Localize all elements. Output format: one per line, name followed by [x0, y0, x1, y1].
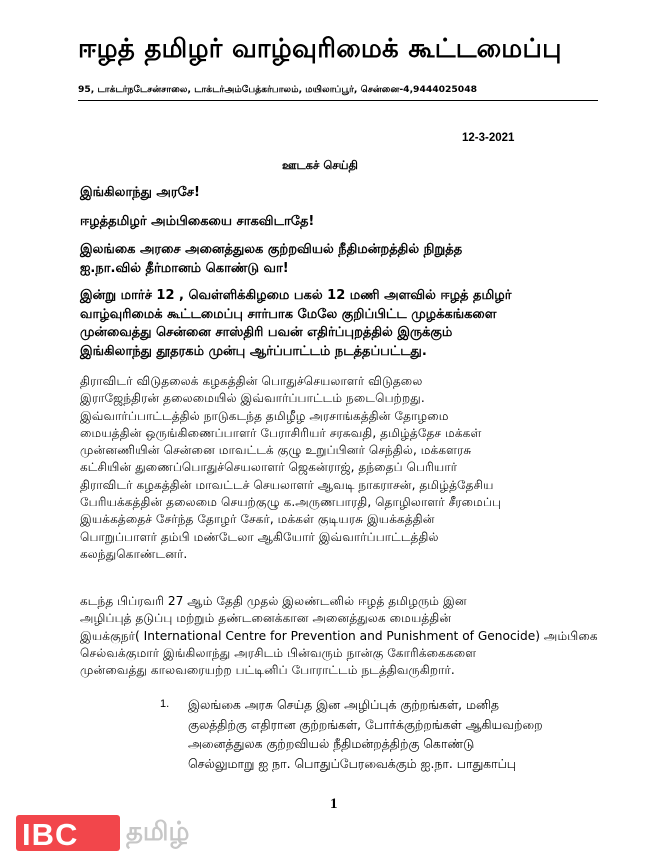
organization-address: 95, டாக்டர்நடேசன்சாலை, டாக்டர்அம்பேத்கர்பாலம், மயிலாப்பூர், சென்னை-4,9444025048	[78, 84, 477, 95]
headline-3	[80, 240, 605, 278]
headline-3-line: ஐ.நா.வில் தீர்மானம் கொண்டு வா!	[80, 261, 289, 276]
paragraph-1-line: இவ்வார்ப்பாட்டத்தில் நாடுகடந்த தமிழீழ அரசாங்கத்தின் தோழமை	[80, 408, 449, 423]
headline-2: ஈழத்தமிழர் அம்பிகையை சாகவிடாதே!	[80, 214, 315, 229]
lead-line: இங்கிலாந்து தூதரகம் முன்பு ஆர்ப்பாட்டம் நடத்தப்பட்டது.	[80, 344, 427, 360]
page-number: 1	[330, 796, 338, 812]
lead-line: இன்று மார்ச் 12 , வெள்ளிக்கிழமை பகல் 12 மணி அளவில் ஈழத் தமிழர்	[80, 288, 512, 303]
paragraph-1-line: பொறுப்பாளர் தம்பி மண்டேலா ஆகியோர் இவ்வார்ப்பாட்டத்தில்	[80, 529, 439, 544]
list-item-line: செல்லுமாறு ஐ நா. பொதுப்பேரவைக்கும் ஐ.நா. பாதுகாப்பு	[188, 755, 517, 771]
paragraph-2-line: அழிப்புத் தடுப்பு மற்றும் தண்டனைக்கான அனைத்துலக மையத்தின்	[80, 611, 452, 626]
paragraph-1-line: இராஜேந்திரன் தலைமையில் இவ்வார்ப்பாட்டம் நடைபெற்றது.	[80, 391, 425, 406]
headline-1: இங்கிலாந்து அரசே!	[80, 185, 200, 200]
list-item-line: அனைத்துலக குற்றவியல் நீதிமன்றத்திற்கு கொண்டு	[188, 736, 475, 751]
paragraph-1-line: திராவிடர் கழகத்தின் மாவட்டச் செயலாளர் ஆவடி நாகராசன், தமிழ்த்தேசிய	[80, 477, 494, 492]
paragraph-1-line: இயக்கத்தைச் சேர்ந்த தோழர் சேகர், மக்கள் குடியரசு இயக்கத்தின்	[80, 512, 435, 527]
list-item-text	[188, 695, 543, 773]
ibc-logo-text: IBC	[22, 817, 79, 852]
organization-title: ஈழத் தமிழர் வாழ்வுரிமைக் கூட்டமைப்பு	[78, 34, 562, 64]
paragraph-2-line: செல்வக்குமார் இங்கிலாந்து அரசிடம் பின்வரும் நான்கு கோரிக்கைகளை	[80, 645, 477, 660]
document-date: 12-3-2021	[462, 132, 515, 144]
lead-line: முன்வைத்து சென்னை சாஸ்திரி பவன் எதிர்ப்புறத்தில் இருக்கும்	[80, 325, 453, 341]
header-divider	[78, 100, 598, 101]
lead-line: வாழ்வுரிமைக் கூட்டமைப்பு சார்பாக மேலே குறிப்பிட்ட முழக்கங்களை	[80, 306, 497, 322]
lead-paragraph	[80, 287, 605, 362]
paragraph-1-line: முன்னணியின் சென்னை மாவட்டக் குழு உறுப்பினர் செந்தில், மக்களரசு	[80, 443, 472, 458]
paragraph-2-line: முன்வைத்து காலவரையற்ற பட்டினிப் போராட்டம் நடத்திவருகிறார்.	[80, 663, 455, 678]
paragraph-1-line: கட்சியின் துணைப்பொதுச்செயலாளர் ஜெகன்ராஜ், தந்தைப் பெரியார்	[80, 460, 458, 475]
list-item-line: இலங்கை அரசு செய்த இன அழிப்புக் குற்றங்கள், மனித	[188, 697, 499, 712]
paragraph-1-line: மையத்தின் ஒருங்கிணைப்பாளர் பேராசிரியர் சரசுவதி, தமிழ்த்தேச மக்கள்	[80, 425, 482, 440]
paragraph-2	[80, 593, 605, 679]
headline-3-line: இலங்கை அரசை அனைத்துலக குற்றவியல் நீதிமன்றத்தில் நிறுத்த	[80, 242, 463, 257]
paragraph-1-line: திராவிடர் விடுதலைக் கழகத்தின் பொதுச்செயலாளர் விடுதலை	[80, 374, 423, 388]
paragraph-2-line: கடந்த பிப்ரவரி 27 ஆம் தேதி முதல் இலண்டனில் ஈழத் தமிழரும் இன	[80, 594, 467, 608]
paragraph-1-line: பேரியக்கத்தின் தலைமை செயற்குழு க.அருணபாரதி, தொழிலாளர் சீரமைப்பு	[80, 495, 502, 510]
list-item-number: 1.	[160, 698, 170, 710]
press-release-label: ஊடகச் செய்தி	[282, 158, 358, 172]
paragraph-1-line: கலந்துகொண்டனர்.	[80, 546, 188, 561]
paragraph-2-line: இயக்குநர்( International Centre for Prevention and Punishment of Genocide) அம்பிகை	[80, 628, 598, 643]
ibc-tamil-logo	[16, 815, 196, 851]
list-item-line: குலத்திற்கு எதிரான குற்றங்கள், போர்க்குற்றங்கள் ஆகியவற்றை	[188, 716, 543, 732]
paragraph-1	[80, 373, 605, 563]
ibc-logo-suffix: தமிழ்	[126, 817, 190, 847]
